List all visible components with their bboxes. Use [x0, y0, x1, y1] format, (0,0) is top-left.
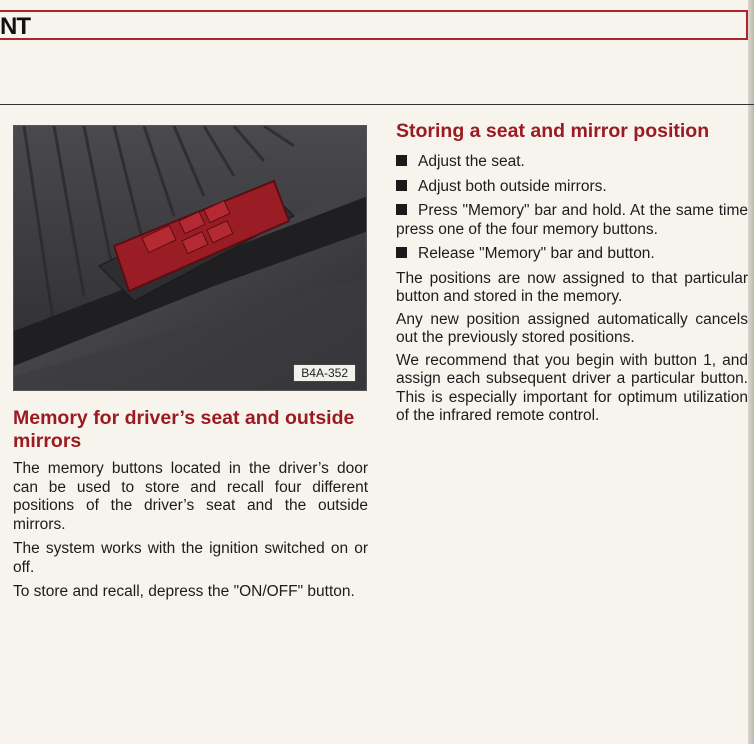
page-edge: [748, 0, 754, 744]
bullet-square-icon: [396, 155, 407, 166]
step-text: Adjust the seat.: [418, 153, 525, 170]
step-text: Adjust both outside mirrors.: [418, 177, 607, 195]
right-paragraph: Any new position assigned automatically cancels out the previously stored positions.: [396, 310, 748, 346]
left-column: [13, 407, 368, 608]
bullet-square-icon: [396, 204, 407, 215]
section-header-text: NT: [0, 13, 30, 40]
right-paragraph: The positions are now assigned to that particular button and stored in the memory.: [396, 269, 748, 305]
left-paragraph: The system works with the ignition switched on or off.: [13, 540, 368, 576]
divider-rule: [0, 104, 754, 105]
bullet-square-icon: [396, 247, 407, 258]
section-header-box: [0, 10, 748, 40]
figure-code-label: B4A-352: [293, 364, 356, 382]
right-column: [396, 120, 748, 432]
right-paragraph: We recommend that you begin with button 1, and assign each subsequent driver a particular button. This is especially important for optimum utilization of the infrared remote control.: [396, 351, 748, 424]
step-text: Press "Memory" bar and hold. At the same time press one of the four memory buttons.: [396, 202, 748, 238]
instruction-step: [396, 178, 748, 197]
instruction-step: [396, 202, 748, 239]
instruction-step: [396, 245, 748, 264]
step-text: Release "Memory" bar and button.: [418, 245, 655, 262]
storing-heading: Storing a seat and mirror position: [396, 120, 710, 142]
door-panel-illustration: [13, 125, 367, 391]
instruction-step: [396, 153, 748, 172]
left-paragraph: The memory buttons located in the driver’s door can be used to store and recall four different positions of the driver’s seat and the outside mirrors.: [13, 460, 368, 533]
memory-heading: Memory for driver’s seat and outside mirrors: [13, 407, 355, 452]
left-paragraph: To store and recall, depress the "ON/OFF" button.: [13, 583, 355, 600]
door-panel-drawing: [14, 126, 367, 391]
bullet-square-icon: [396, 180, 407, 191]
